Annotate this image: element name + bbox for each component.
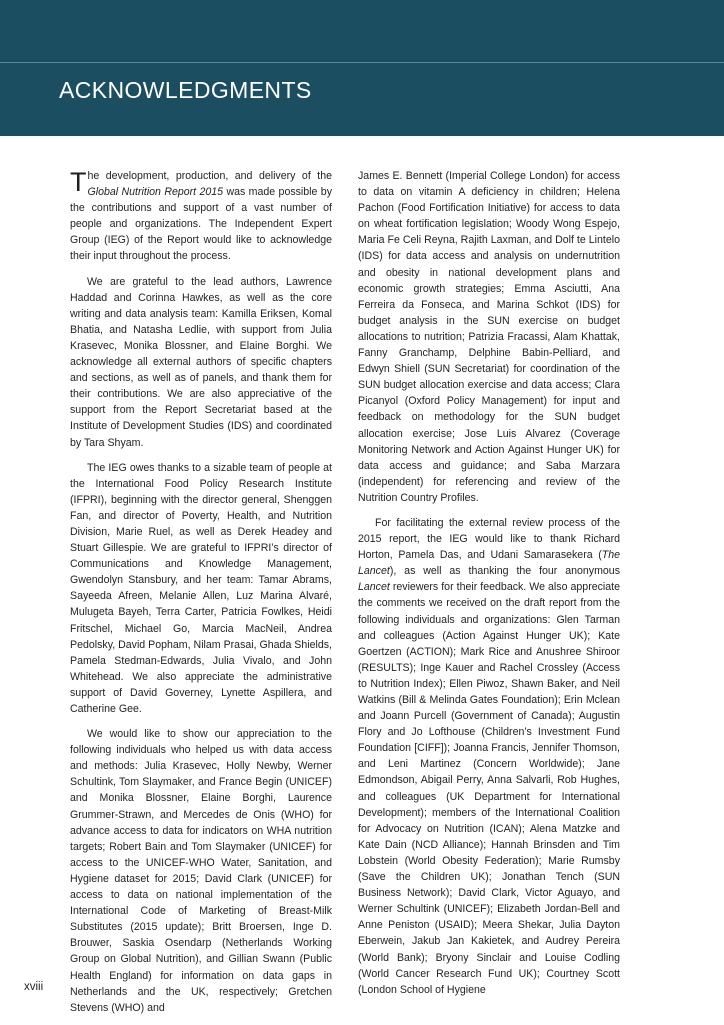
- paragraph-data-access: We would like to show our appreciation to the following individuals who helped us with data access and methods: Julia Krasevec, Holly Newby, Werner Schultink, Tom Slaymaker, and France Begin (UNICEF) and Monika Blossner, Elaine Borghi, Laurence Grummer-Strawn, and Mercedes de Onis (WHO) for advance access to data for indicators on WHA nutrition targets; Robert Bain and Tom Slaymaker (UNICEF) for access to the UNICEF-WHO Water, Sanitation, and Hygiene dataset for 2015; David Clark (UNICEF) for access to data on national implementation of the International Code of Marketing of Breast-Milk Substitutes (2015 update); Britt Broersen, Inge D. Brouwer, Saskia Osendarp (Netherlands Working Group on Global Nutrition), and Gillian Swann (Public Health England) for information on data gaps in Netherlands and the UK, respectively; Gretchen Stevens (WHO) and: [70, 728, 332, 1014]
- lancet-reviewers-italic: Lancet: [358, 581, 390, 594]
- header-band: [0, 0, 724, 136]
- paragraph-lead-authors: We are grateful to the lead authors, Lawrence Haddad and Corinna Hawkes, as well as the core writing and data analysis team: Kamilla Eriksen, Komal Bhatia, and Natasha Ledlie, with support from Julia Krasevec, Monika Blossner, and Elaine Borghi. We acknowledge all external authors of specific chapters and sections, as well as of panels, and thank them for their contributions. We are also appreciative of the support from the Report Secretariat based at the Institute of Development Studies (IDS) and coordinated by Tara Shyam.: [70, 275, 332, 449]
- intro-text-2: was made possible by the contributions and support of a vast number of people and organizations. The Independent Expert Group (IEG) of the Report would like to acknowledge their input throughout the process.: [70, 186, 332, 263]
- drop-cap: T: [70, 167, 87, 197]
- intro-text-1: he development, production, and delivery of the: [87, 170, 332, 182]
- page-title: ACKNOWLEDGMENTS: [59, 77, 312, 103]
- left-column: [70, 168, 332, 1025]
- paragraph-external-review: [358, 515, 620, 998]
- report-title-italic: Global Nutrition Report 2015: [87, 186, 224, 199]
- right-column: [358, 168, 620, 1007]
- page-number: xviii: [24, 981, 44, 993]
- paragraph-data-access-continued: James E. Bennett (Imperial College London) for access to data on vitamin A deficiency in children; Helena Pachon (Food Fortification Initiative) for access to data on wheat fortification legislation; Woody Wong Espejo, Maria Fe Celi Reyna, Rajith Laxman, and Dolf te Lintelo (IDS) for data access and analysis on undernutrition and obesity in national development plans and economic growth strategies; Emma Asciutti, Ana Ferreira da Fonseca, and Marina Schkot (IDS) for budget analysis in the SUN exercise on budget allocations to nutrition; Patrizia Fracassi, Alam Khattak, Fanny Granchamp, Delphine Babin-Pelliard, and Edwyn Shiell (SUN Secretariat) for coordination of the SUN budget allocation exercise and data access; Clara Picanyol (Oxford Policy Management) for input and feedback on methodology for the SUN budget allocation exercise; Jose Luis Alvarez (Coverage Monitoring Network and Action Against Hunger UK) for data access and guidance; and Saba Marzara (independent) for referencing and review of the Nutrition Country Profiles.: [358, 170, 620, 504]
- review-text-2: ), as well as thanking the four anonymous: [389, 565, 620, 578]
- review-text-1: For facilitating the external review process of the 2015 report, the IEG would like to thank Richard Horton, Pamela Das, and Udani Samarasekera (: [358, 516, 620, 562]
- paragraph-ifpri-team: The IEG owes thanks to a sizable team of people at the International Food Policy Research Institute (IFPRI), beginning with the director general, Shenggen Fan, and director of Poverty, Health, and Nutrition Division, Marie Ruel, as well as Derek Headey and Stuart Gillespie. We are grateful to IFPRI’s director of Communications and Knowledge Management, Gwendolyn Stansbury, and her team: Tamar Abrams, Sayeeda Afreen, Melanie Allen, Luz Marina Alvaré, Mulugeta Bayeh, Terra Carter, Patricia Fowlkes, Heidi Fritschel, Michael Go, Marcia MacNeil, Andrea Pedolsky, David Popham, Nilam Prasai, Ghada Shields, Pamela Stedman-Edwards, Julia Vivalo, and John Whitehead. We also appreciate the administrative support of David Governey, Lynette Aspillera, and Catherine Gee.: [70, 461, 332, 715]
- header-divider: [0, 62, 724, 63]
- intro-paragraph: [70, 168, 332, 265]
- review-text-3: reviewers for their feedback. We also appreciate the comments we received on the draft report from the following individuals and organizations: Glen Tarman and colleagues (Action Against Hunger UK); Kate Goertzen (ACTION); Mark Rice and Anushree Shiroor (RESULTS); Inge Kauer and Rachel Crossley (Access to Nutrition Index); Ellen Piwoz, Shawn Baker, and Neil Watkins (Bill & Melinda Gates Foundation); Erin Mclean and Joann Purcell (Government of Canada); Augustin Flory and Jo Lofthouse (Children’s Investment Fund Foundation [CIFF]); Joanna Francis, Jennifer Thomson, and Leni Martinez (Concern Worldwide); Jane Edmondson, Abigail Perry, Anna Salvarli, Rob Hughes, and colleagues (UK Department for International Development); members of the International Coalition for Advocacy on Nutrition (ICAN); Alena Matzke and Kate Dain (NCD Alliance); Hannah Brinsden and Tim Lobstein (World Obesity Federation); Marie Rumsby (Save the Children UK); Jonathan Tench (SUN Business Network); David Clark, Victor Aguayo, and Werner Schultink (UNICEF); Elizabeth Jordan-Bell and Anne Peniston (USAID); Meera Shekar, Julia Dayton Eberwein, Jakub Jan Kakietek, and Audrey Pereira (World Bank); Bryony Sinclair and Louise Codling (World Cancer Research Fund UK); Courtney Scott (London School of Hygiene: [358, 581, 620, 996]
- lancet-italic: The Lancet: [358, 549, 620, 578]
